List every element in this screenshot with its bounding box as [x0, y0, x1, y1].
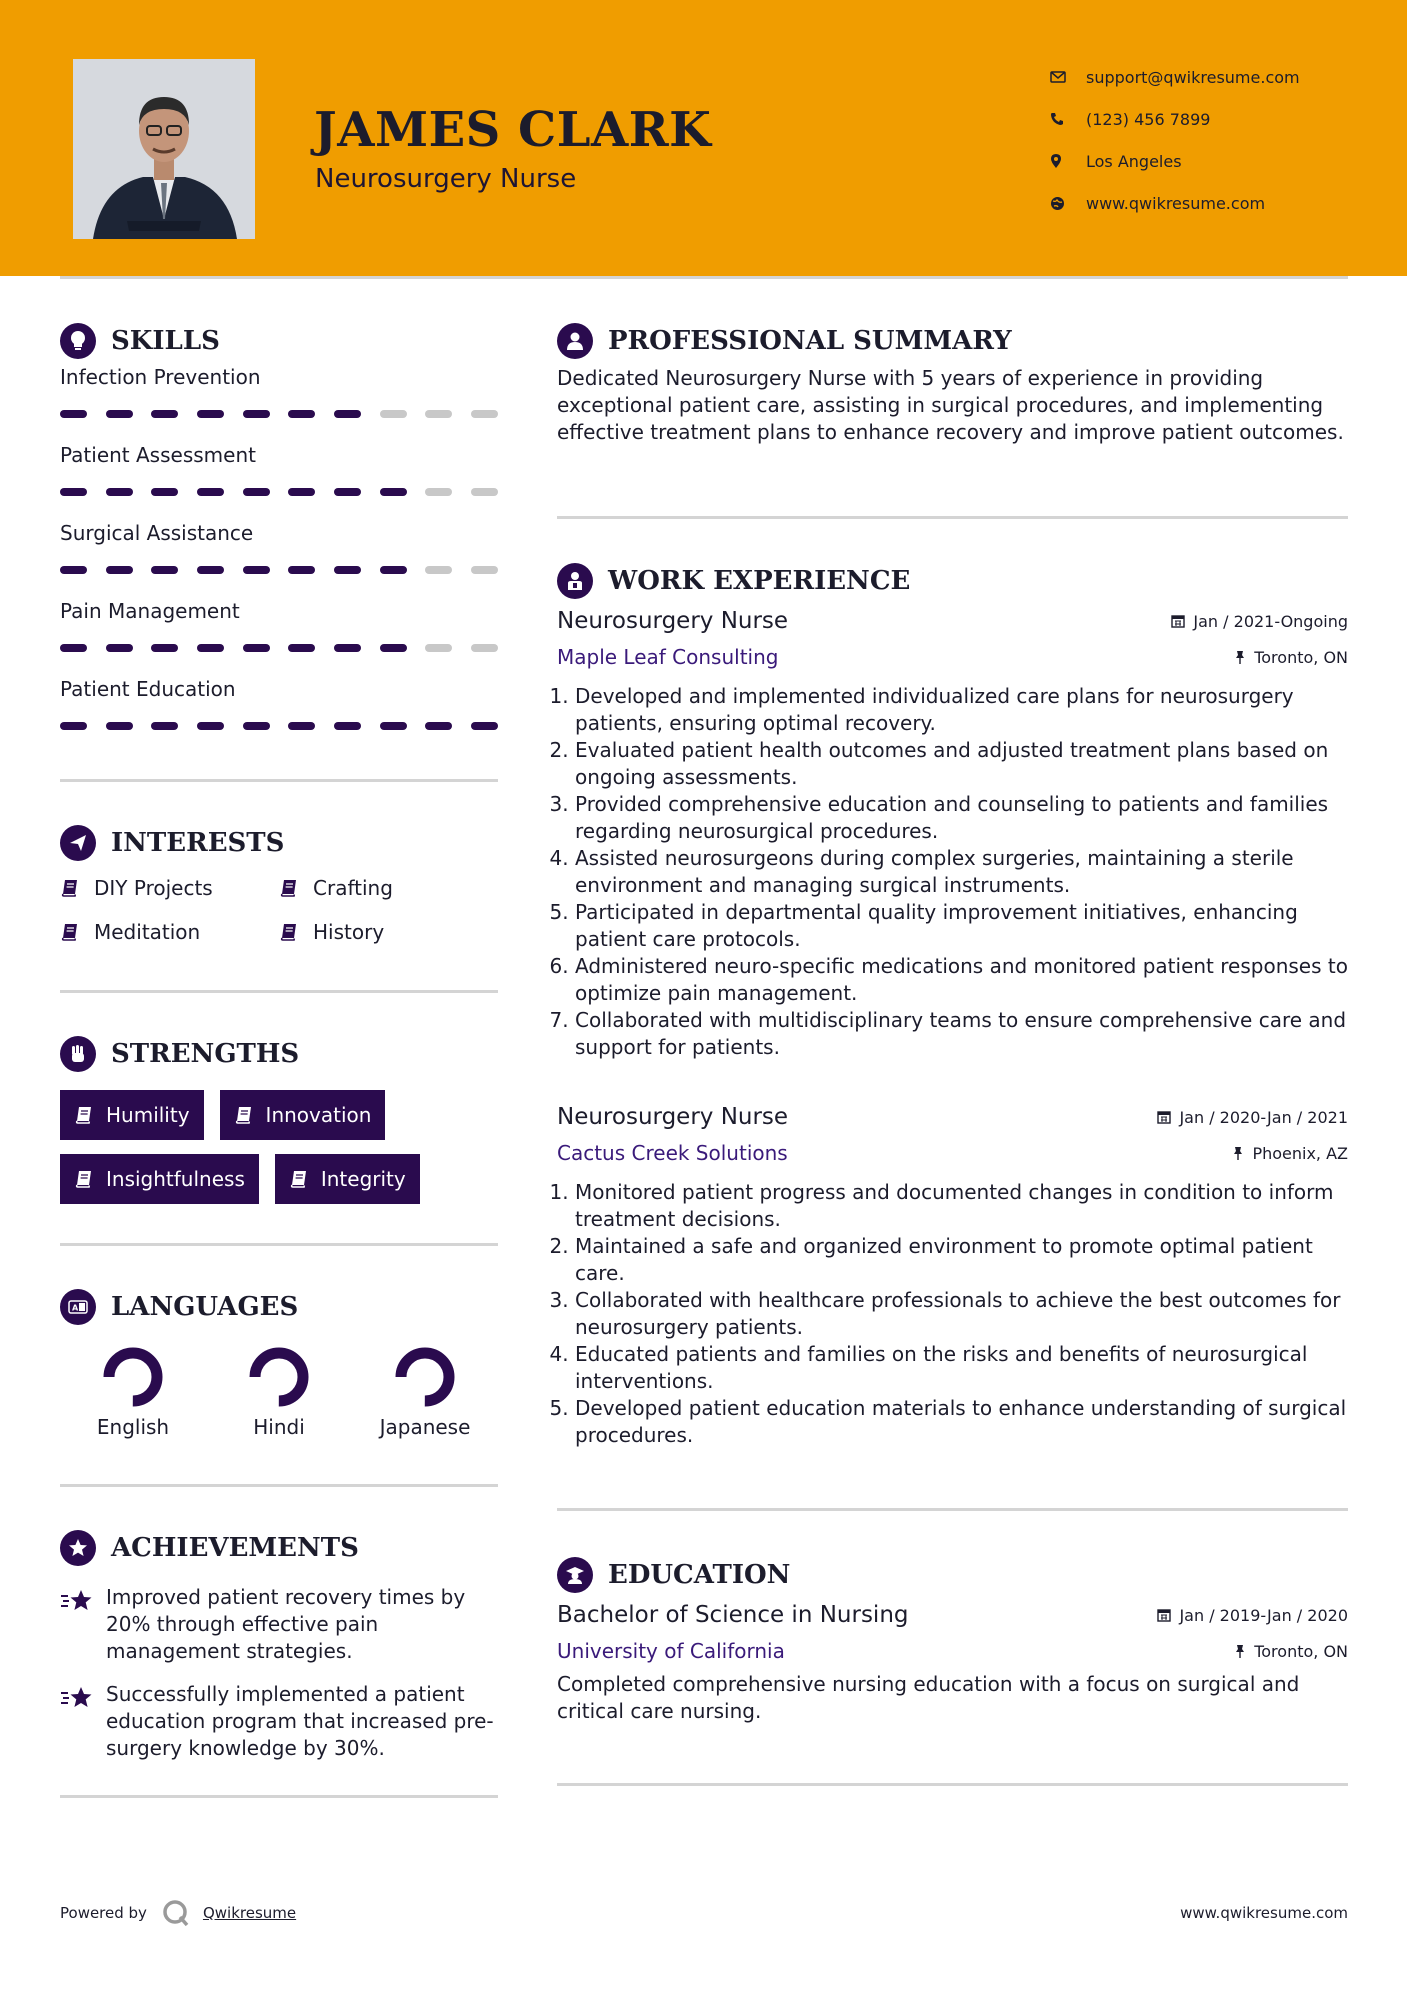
skill-dot-filled	[243, 566, 270, 574]
section-divider	[60, 1243, 498, 1246]
job-location-text: Phoenix, AZ	[1252, 1143, 1348, 1163]
jobs-list	[557, 603, 1348, 1449]
interest-label: Crafting	[313, 876, 393, 900]
skills-list	[60, 362, 498, 730]
calendar-icon	[1157, 1608, 1171, 1622]
strength-label: Integrity	[320, 1167, 406, 1191]
job-duty: 1. Developed and implemented individualized care plans for neurosurgery patients, ensuring optimal recovery.	[575, 683, 1348, 737]
lightbulb-icon	[60, 323, 96, 359]
user-icon	[557, 323, 593, 359]
book-icon	[60, 922, 80, 942]
powered-by-label: Powered by	[60, 1904, 147, 1922]
skill-dot-filled	[197, 566, 224, 574]
job-date-text: Jan / 2020-Jan / 2021	[1179, 1107, 1348, 1127]
summary-heading: PROFESSIONAL SUMMARY	[608, 326, 1012, 356]
section-divider	[60, 990, 498, 993]
book-icon	[279, 878, 299, 898]
footer-website[interactable]: www.qwikresume.com	[1180, 1904, 1348, 1922]
skill-dot-empty	[425, 410, 452, 418]
pushpin-icon	[1234, 650, 1246, 664]
education-section	[557, 1555, 1348, 1725]
skill-dot-filled	[288, 566, 315, 574]
interest-item	[60, 873, 279, 903]
company-name: Cactus Creek Solutions	[557, 1141, 788, 1165]
skill-dot-empty	[471, 488, 498, 496]
book-icon	[234, 1105, 254, 1125]
star-icon	[60, 1685, 94, 1711]
book-icon	[74, 1169, 94, 1189]
profile-photo	[73, 59, 255, 239]
calendar-icon	[1157, 1110, 1171, 1124]
contact-website-row[interactable]	[1050, 182, 1390, 224]
section-divider	[557, 1783, 1348, 1786]
strength-label: Innovation	[265, 1103, 372, 1127]
language-name: Hindi	[253, 1415, 305, 1439]
qwikresume-link[interactable]: Qwikresume	[202, 1904, 297, 1922]
skill-dot-filled	[60, 566, 87, 574]
job-location	[1234, 648, 1348, 667]
skill-label: Patient Education	[60, 677, 236, 701]
contact-info	[1050, 56, 1390, 224]
header-divider	[60, 276, 1348, 279]
skill-dot-filled	[197, 722, 224, 730]
degree-title: Bachelor of Science in Nursing	[557, 1602, 909, 1628]
skill-dot-filled	[106, 722, 133, 730]
qwikresume-logo-icon	[161, 1898, 191, 1928]
strength-chip	[60, 1090, 204, 1140]
contact-website[interactable]: www.qwikresume.com	[1086, 193, 1266, 213]
skill-dot-empty	[425, 488, 452, 496]
skill-dot-filled	[471, 722, 498, 730]
candidate-title: Neurosurgery Nurse	[315, 164, 577, 194]
skill-dot-filled	[151, 566, 178, 574]
achievements-heading: ACHIEVEMENTS	[111, 1533, 359, 1563]
skill-dot-empty	[471, 410, 498, 418]
language-icon	[60, 1289, 96, 1325]
skill-label: Infection Prevention	[60, 365, 261, 389]
section-divider	[60, 1795, 498, 1798]
job-duty: 4. Assisted neurosurgeons during complex surgeries, maintaining a sterile environment and managing surgical instruments.	[575, 845, 1348, 899]
job-duties-list	[557, 1179, 1348, 1449]
interest-label: Meditation	[94, 920, 201, 944]
education-location-text: Toronto, ON	[1254, 1641, 1348, 1661]
star-badge-icon	[60, 1530, 96, 1566]
strength-chip	[275, 1154, 420, 1204]
profile-photo-illustration	[73, 59, 255, 239]
job-duty: 5. Developed patient education materials to enhance understanding of surgical procedures.	[575, 1395, 1348, 1449]
skill-dot-filled	[106, 644, 133, 652]
strengths-heading: STRENGTHS	[111, 1039, 300, 1069]
fist-icon	[60, 1036, 96, 1072]
svg-text:A: A	[72, 1303, 79, 1313]
achievement-item	[60, 1584, 498, 1665]
strengths-list	[60, 1090, 498, 1204]
skill-dot-filled	[197, 644, 224, 652]
education-date-text: Jan / 2019-Jan / 2020	[1179, 1605, 1348, 1625]
skill-dot-filled	[106, 566, 133, 574]
skill-dot-filled	[60, 488, 87, 496]
footer-powered-by	[60, 1898, 296, 1928]
language-item	[206, 1345, 352, 1439]
job-duty: 3. Provided comprehensive education and counseling to patients and families regarding neurosurgical procedures.	[575, 791, 1348, 845]
job-location	[1232, 1144, 1348, 1163]
calendar-icon	[1171, 614, 1185, 628]
skill-dot-filled	[60, 644, 87, 652]
skill-dot-filled	[380, 566, 407, 574]
language-item	[352, 1345, 498, 1439]
skill-dot-filled	[243, 488, 270, 496]
achievements-section	[60, 1528, 498, 1762]
skill-dot-filled	[151, 644, 178, 652]
interests-list	[60, 873, 498, 947]
interests-section	[60, 823, 498, 947]
education-heading: EDUCATION	[608, 1560, 791, 1590]
skill-dot-filled	[288, 644, 315, 652]
summary-text: Dedicated Neurosurgery Nurse with 5 years of experience in providing exceptional patient care, assisting in surgical procedures, and implementing effective treatment plans to enhance recovery and improve patient outcomes.	[557, 366, 1344, 444]
experience-heading: WORK EXPERIENCE	[608, 566, 911, 596]
skill-dot-filled	[151, 488, 178, 496]
skill-dot-empty	[425, 644, 452, 652]
interests-heading: INTERESTS	[111, 828, 285, 858]
language-item	[60, 1345, 206, 1439]
summary-section	[557, 321, 1348, 446]
languages-heading: LANGUAGES	[111, 1292, 299, 1322]
language-name: Japanese	[379, 1415, 471, 1439]
skill-dot-filled	[334, 644, 361, 652]
skill-dot-filled	[60, 410, 87, 418]
job-duty: 5. Participated in departmental quality improvement initiatives, enhancing patient care protocols.	[575, 899, 1348, 953]
skill-dot-empty	[425, 566, 452, 574]
school-name: University of California	[557, 1639, 785, 1663]
education-date	[1157, 1606, 1348, 1625]
book-icon	[60, 878, 80, 898]
contact-phone: (123) 456 7899	[1086, 109, 1211, 129]
skills-heading: SKILLS	[111, 326, 220, 356]
skill-dot-filled	[106, 410, 133, 418]
book-icon	[279, 922, 299, 942]
skill-rating	[60, 488, 498, 496]
envelope-icon	[1050, 71, 1086, 83]
skill-dot-filled	[334, 488, 361, 496]
achievements-list	[60, 1584, 498, 1762]
skill-dot-filled	[243, 644, 270, 652]
phone-icon	[1050, 112, 1086, 126]
education-location	[1234, 1642, 1348, 1661]
experience-section	[557, 561, 1348, 1449]
skill-dot-filled	[425, 722, 452, 730]
skill-rating	[60, 566, 498, 574]
skill-rating	[60, 722, 498, 730]
contact-email-row[interactable]	[1050, 56, 1390, 98]
star-icon	[60, 1588, 94, 1614]
job-date-text: Jan / 2021-Ongoing	[1193, 611, 1348, 631]
job-duty: 3. Collaborated with healthcare professionals to achieve the best outcomes for neurosurgery patients.	[575, 1287, 1348, 1341]
skill-dot-empty	[471, 644, 498, 652]
job-duty: 2. Maintained a safe and organized environment to promote optimal patient care.	[575, 1233, 1348, 1287]
interest-label: DIY Projects	[94, 876, 213, 900]
strength-label: Insightfulness	[106, 1167, 245, 1191]
skill-dot-filled	[151, 722, 178, 730]
job-entry	[557, 603, 1348, 1061]
interest-item	[60, 917, 279, 947]
languages-list	[60, 1345, 498, 1439]
job-duties-list	[557, 683, 1348, 1061]
contact-email[interactable]: support@qwikresume.com	[1086, 67, 1300, 87]
language-proficiency-ring	[247, 1345, 311, 1409]
pushpin-icon	[1232, 1146, 1244, 1160]
skill-rating	[60, 644, 498, 652]
skill-rating	[60, 410, 498, 418]
skill-dot-filled	[151, 410, 178, 418]
pushpin-icon	[1234, 1644, 1246, 1658]
company-name: Maple Leaf Consulting	[557, 645, 779, 669]
contact-location: Los Angeles	[1086, 151, 1182, 171]
job-duty: 6. Administered neuro-specific medications and monitored patient responses to optimize pain management.	[575, 953, 1348, 1007]
skill-dot-filled	[288, 488, 315, 496]
job-title: Neurosurgery Nurse	[557, 1104, 789, 1130]
resume-header	[0, 0, 1407, 276]
skill-dot-filled	[334, 410, 361, 418]
skill-dot-filled	[197, 410, 224, 418]
paper-plane-icon	[60, 825, 96, 861]
skill-dot-filled	[380, 644, 407, 652]
skills-section	[60, 321, 498, 752]
skill-dot-filled	[243, 722, 270, 730]
section-divider	[557, 516, 1348, 519]
achievement-item	[60, 1681, 498, 1762]
job-date	[1171, 612, 1348, 631]
job-entry	[557, 1099, 1348, 1449]
section-divider	[557, 1508, 1348, 1511]
job-location-text: Toronto, ON	[1254, 647, 1348, 667]
interest-item	[279, 873, 498, 903]
job-duty: 7. Collaborated with multidisciplinary teams to ensure comprehensive care and support for patients.	[575, 1007, 1348, 1061]
skill-dot-filled	[60, 722, 87, 730]
strength-chip	[220, 1090, 386, 1140]
skill-dot-filled	[380, 722, 407, 730]
skill-dot-filled	[380, 488, 407, 496]
contact-location-row	[1050, 140, 1390, 182]
skill-dot-filled	[106, 488, 133, 496]
job-duty: 1. Monitored patient progress and documented changes in condition to inform treatment decisions.	[575, 1179, 1348, 1233]
candidate-name: JAMES CLARK	[314, 102, 712, 158]
book-icon	[289, 1169, 309, 1189]
achievement-text: Improved patient recovery times by 20% through effective pain management strategies.	[106, 1585, 466, 1663]
skill-dot-filled	[334, 566, 361, 574]
interest-label: History	[313, 920, 385, 944]
skill-dot-filled	[288, 722, 315, 730]
skill-dot-filled	[334, 722, 361, 730]
globe-icon	[1050, 196, 1086, 211]
contact-phone-row	[1050, 98, 1390, 140]
job-duty: 2. Evaluated patient health outcomes and adjusted treatment plans based on ongoing assessments.	[575, 737, 1348, 791]
achievement-text: Successfully implemented a patient education program that increased pre-surgery knowledge by 30%.	[106, 1682, 494, 1760]
skill-dot-filled	[197, 488, 224, 496]
skill-dot-empty	[471, 566, 498, 574]
language-proficiency-ring	[101, 1345, 165, 1409]
education-description: Completed comprehensive nursing education with a focus on surgical and critical care nursing.	[557, 1672, 1300, 1723]
skill-dot-filled	[288, 410, 315, 418]
job-date	[1157, 1108, 1348, 1127]
interest-item	[279, 917, 498, 947]
skill-label: Pain Management	[60, 599, 240, 623]
skill-label: Surgical Assistance	[60, 521, 254, 545]
language-name: English	[96, 1415, 170, 1439]
skill-label: Patient Assessment	[60, 443, 256, 467]
languages-section	[60, 1287, 498, 1439]
skill-dot-filled	[243, 410, 270, 418]
skill-dot-empty	[380, 410, 407, 418]
job-duty: 4. Educated patients and families on the risks and benefits of neurosurgical interventions.	[575, 1341, 1348, 1395]
job-title: Neurosurgery Nurse	[557, 608, 789, 634]
strengths-section	[60, 1034, 498, 1204]
section-divider	[60, 1484, 498, 1487]
strength-chip	[60, 1154, 259, 1204]
map-pin-icon	[1050, 153, 1086, 169]
book-icon	[74, 1105, 94, 1125]
language-proficiency-ring	[393, 1345, 457, 1409]
section-divider	[60, 779, 498, 782]
strength-label: Humility	[106, 1103, 190, 1127]
graduate-icon	[557, 1557, 593, 1593]
briefcase-user-icon	[557, 563, 593, 599]
